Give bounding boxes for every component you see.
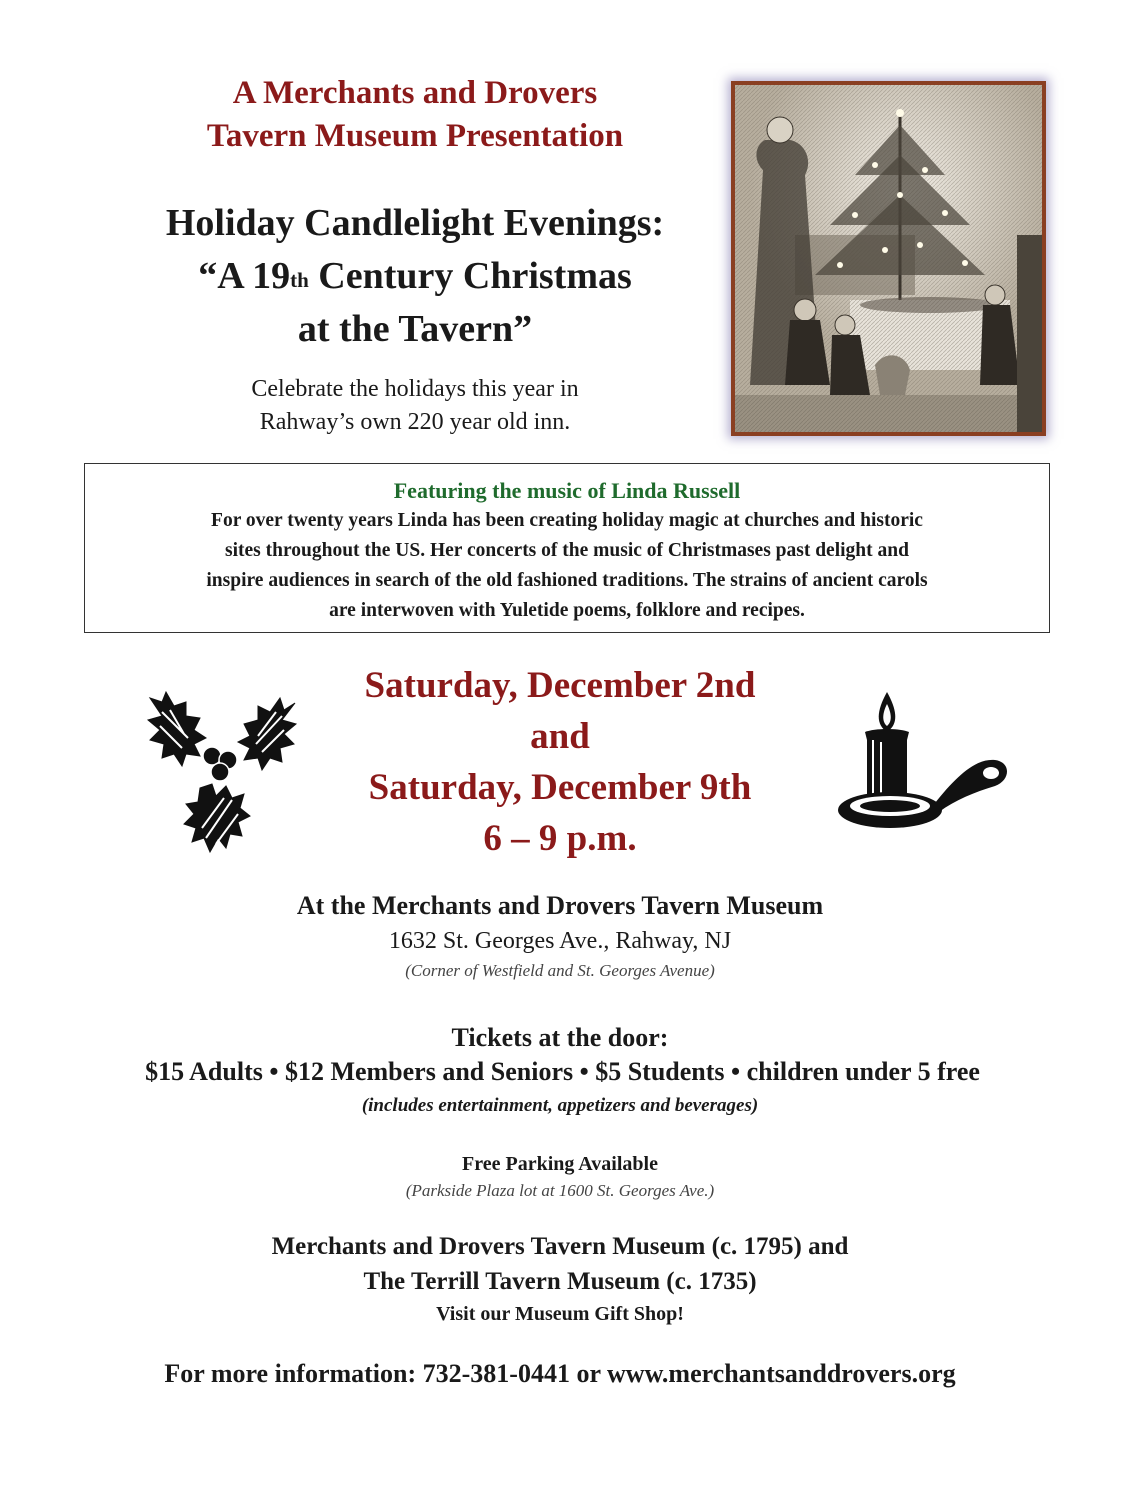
- tickets-heading: Tickets at the door:: [451, 1023, 669, 1052]
- event-title-line-1: Holiday Candlelight Evenings:: [165, 202, 665, 244]
- museum-line-2: The Terrill Tavern Museum (c. 1735): [363, 1268, 757, 1295]
- event-title-line-3: at the Tavern”: [297, 308, 533, 350]
- engraving-art: [735, 85, 1042, 432]
- ordinal-suffix: th: [290, 268, 309, 292]
- presenter-heading: [110, 72, 720, 158]
- feature-line: inspire audiences in search of the old fashioned traditions. The strains of ancient carols: [206, 570, 928, 591]
- contact-info: For more information: 732-381-0441 or www.merchantsanddrovers.org: [164, 1359, 956, 1388]
- intro-line-2: Rahway’s own 220 year old inn.: [259, 409, 571, 435]
- candle-icon: [835, 688, 1015, 838]
- feature-line: are interwoven with Yuletide poems, folklore and recipes.: [329, 600, 805, 621]
- feature-line: sites throughout the US. Her concerts of the music of Christmases past delight and: [225, 540, 909, 561]
- holly-icon: [140, 688, 300, 873]
- presenter-line-1: A Merchants and Drovers: [232, 75, 598, 111]
- date-joiner: and: [530, 716, 590, 757]
- ticket-prices: $15 Adults • $12 Members and Seniors • $5 Students • children under 5 free: [145, 1057, 980, 1086]
- date-first: Saturday, December 2nd: [364, 665, 756, 706]
- event-title-line-2-post: Century Christmas: [308, 255, 632, 297]
- parking-heading: Free Parking Available: [462, 1153, 658, 1175]
- presenter-line-2: Tavern Museum Presentation: [206, 118, 624, 154]
- event-title-line-2-pre: “A 19: [198, 255, 291, 297]
- parking-note: (Parkside Plaza lot at 1600 St. Georges Ave.): [405, 1181, 715, 1200]
- feature-box: [84, 463, 1050, 633]
- event-dates: [300, 660, 820, 864]
- event-time: 6 – 9 p.m.: [483, 818, 637, 859]
- feature-heading: Featuring the music of Linda Russell: [393, 478, 741, 503]
- venue-note: (Corner of Westfield and St. Georges Avenue): [405, 961, 715, 980]
- intro-text: [170, 373, 660, 439]
- event-title: [95, 197, 735, 356]
- feature-description: [85, 506, 1049, 626]
- date-second: Saturday, December 9th: [368, 767, 752, 808]
- gift-shop-note: Visit our Museum Gift Shop!: [436, 1303, 684, 1325]
- event-title-line-2: [95, 250, 735, 303]
- venue-name: At the Merchants and Drovers Tavern Museum: [296, 891, 824, 920]
- venue-address: 1632 St. Georges Ave., Rahway, NJ: [388, 928, 732, 954]
- museum-line-1: Merchants and Drovers Tavern Museum (c. 1795) and: [271, 1233, 849, 1260]
- feature-line: For over twenty years Linda has been creating holiday magic at churches and historic: [211, 510, 923, 531]
- intro-line-1: Celebrate the holidays this year in: [251, 376, 579, 402]
- christmas-tree-engraving: [731, 81, 1046, 436]
- tickets-note: (includes entertainment, appetizers and beverages): [361, 1095, 759, 1116]
